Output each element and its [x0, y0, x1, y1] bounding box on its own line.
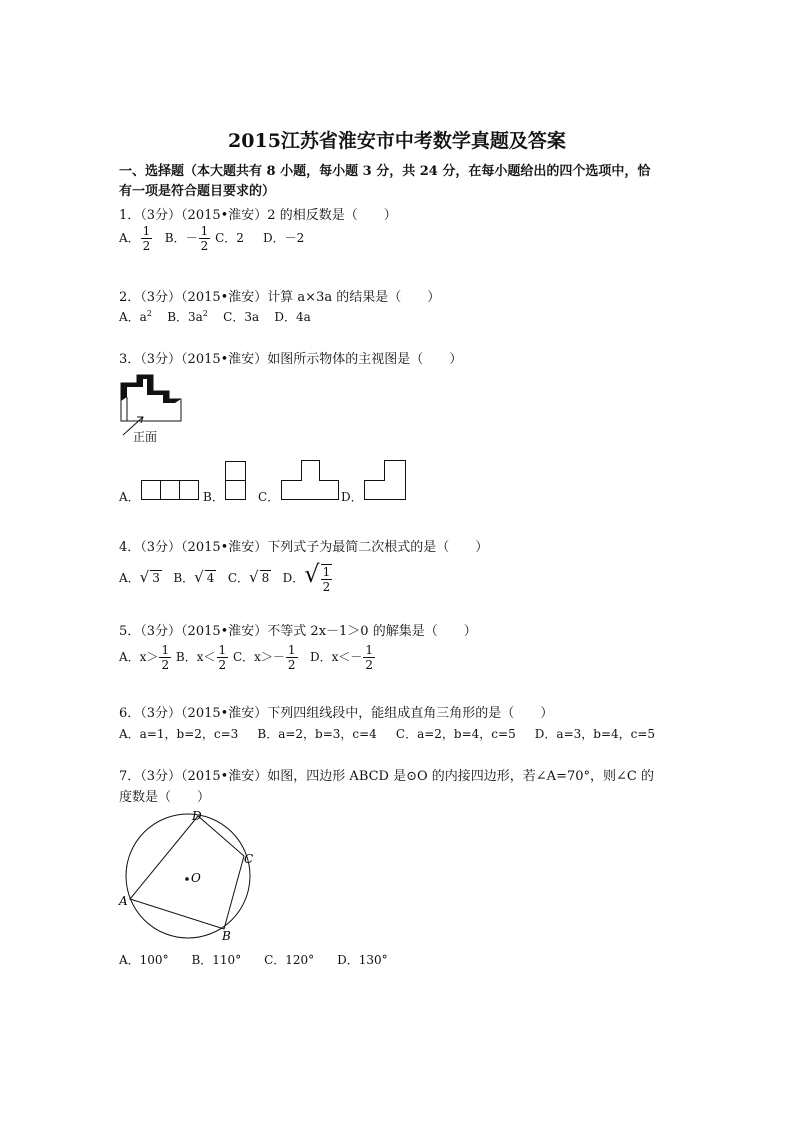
q3-option-b-figure: [225, 461, 247, 501]
q3-option-a-figure: [141, 480, 201, 502]
question-5-stem: 5．（3分）（2015•淮安）不等式 2x－1＞0 的解集是（ ）: [119, 624, 477, 639]
question-7-options: [119, 951, 388, 968]
q1-option-a-fraction: [141, 224, 153, 253]
q5-option-a-label: A．x＞: [119, 650, 159, 664]
question-2-options: [119, 308, 311, 325]
q3-option-d-figure: [364, 460, 408, 502]
question-2-stem: 2．（3分）（2015•淮安）计算 a×3a 的结果是（ ）: [119, 290, 441, 305]
q7-option-b: B．110°: [191, 953, 242, 967]
q3-option-c-figure: [281, 460, 341, 502]
q7-label-d: D: [192, 809, 202, 823]
q6-option-a: A．a=1，b=2，c=3: [119, 727, 239, 741]
q3-option-d-label: D．: [341, 490, 363, 504]
q5-option-b-fraction: $\frac{1}{2}$: [218, 643, 227, 672]
q4-option-d-label: D．: [282, 571, 305, 585]
question-1-stem: 1．（3分）（2015•淮安）2 的相反数是（ ）: [119, 208, 397, 223]
q5-option-b-label: B．x＜: [175, 650, 216, 664]
q7-option-c: C．120°: [264, 953, 315, 967]
q4-option-c-label: C．: [227, 571, 249, 585]
q5-option-c-fraction: $\frac{1}{2}$: [287, 643, 296, 672]
question-5-options: [119, 643, 376, 672]
q1-option-a-label: A．: [119, 231, 140, 245]
section-heading-line2: 有一项是符合题目要求的）: [119, 184, 276, 199]
q1-option-d: D．－2: [262, 231, 305, 245]
q7-option-d: D．130°: [337, 953, 388, 967]
question-4-options: A．√ 3 B．√ 4 C．√ 8 D．√ $\frac{1}{2}$: [119, 560, 331, 594]
section-heading-line1: 一、选择题（本大题共有 8 小题，每小题 3 分，共 24 分，在每小题给出的四个选项中，恰: [119, 164, 651, 179]
q6-option-b: B．a=2，b=3，c=4: [257, 727, 377, 741]
question-1-options: [119, 224, 304, 253]
q4-option-a-label: A．: [119, 571, 140, 585]
question-6-options: [119, 725, 655, 742]
q6-option-c: C．a=2，b=4，c=5: [395, 727, 516, 741]
q6-option-d: D．a=3，b=4，c=5: [534, 727, 656, 741]
q1-option-b-label: B．－: [164, 231, 198, 245]
q7-circle-figure: [110, 806, 270, 946]
q1-b-denominator: 2: [200, 239, 209, 253]
q1-a-denominator: 2: [142, 239, 151, 253]
q1-a-numerator: 1: [142, 224, 151, 238]
question-6-stem: 6．（3分）（2015•淮安）下列四组线段中，能组成直角三角形的是（ ）: [119, 706, 554, 721]
q3-option-c-label: C．: [258, 490, 280, 504]
q7-label-c: C: [244, 852, 254, 866]
q3-option-a-label: A．: [119, 490, 140, 504]
q2-option-d: D．4a: [274, 310, 311, 324]
q7-option-a: A．100°: [119, 953, 169, 967]
q3-front-label: 正面: [133, 430, 158, 444]
q4-option-a-radicand: 3: [152, 571, 160, 585]
q5-option-c-label: C．x＞－: [232, 650, 285, 664]
q2-option-c: C．3a: [223, 310, 260, 324]
q4-option-b-radicand: 4: [206, 571, 215, 585]
q7-label-o: O: [191, 871, 201, 885]
q4-option-d-fraction: $\frac{1}{2}$: [322, 564, 331, 594]
question-3-stem: 3．（3分）（2015•淮安）如图所示物体的主视图是（ ）: [119, 352, 463, 367]
q5-option-d-fraction: $\frac{1}{2}$: [365, 643, 374, 672]
q1-b-numerator: 1: [200, 224, 209, 238]
q3-option-b-label: B．: [203, 490, 224, 504]
question-7-stem-line1: 7．（3分）（2015•淮安）如图，四边形 ABCD 是⊙O 的内接四边形，若∠A=70°，则∠C 的: [119, 769, 654, 784]
q2-option-b: B．$3a^2$: [167, 309, 208, 324]
q4-option-b-label: B．: [173, 571, 195, 585]
q1-option-b-fraction: [199, 224, 211, 253]
question-7-stem-line2: 度数是（ ）: [119, 790, 211, 805]
q7-label-b: B: [222, 929, 231, 943]
q2-option-a: A．$a^2$: [119, 309, 152, 324]
q4-option-c-radicand: 8: [261, 571, 270, 585]
q7-label-a: A: [119, 894, 128, 908]
question-4-stem: 4．（3分）（2015•淮安）下列式子为最简二次根式的是（ ）: [119, 540, 489, 555]
page-title: 2015江苏省淮安市中考数学真题及答案: [228, 130, 566, 152]
q5-option-a-fraction: $\frac{1}{2}$: [161, 643, 170, 672]
q5-option-d-label: D．x＜－: [310, 650, 363, 664]
q1-option-c: C．2: [215, 231, 244, 245]
